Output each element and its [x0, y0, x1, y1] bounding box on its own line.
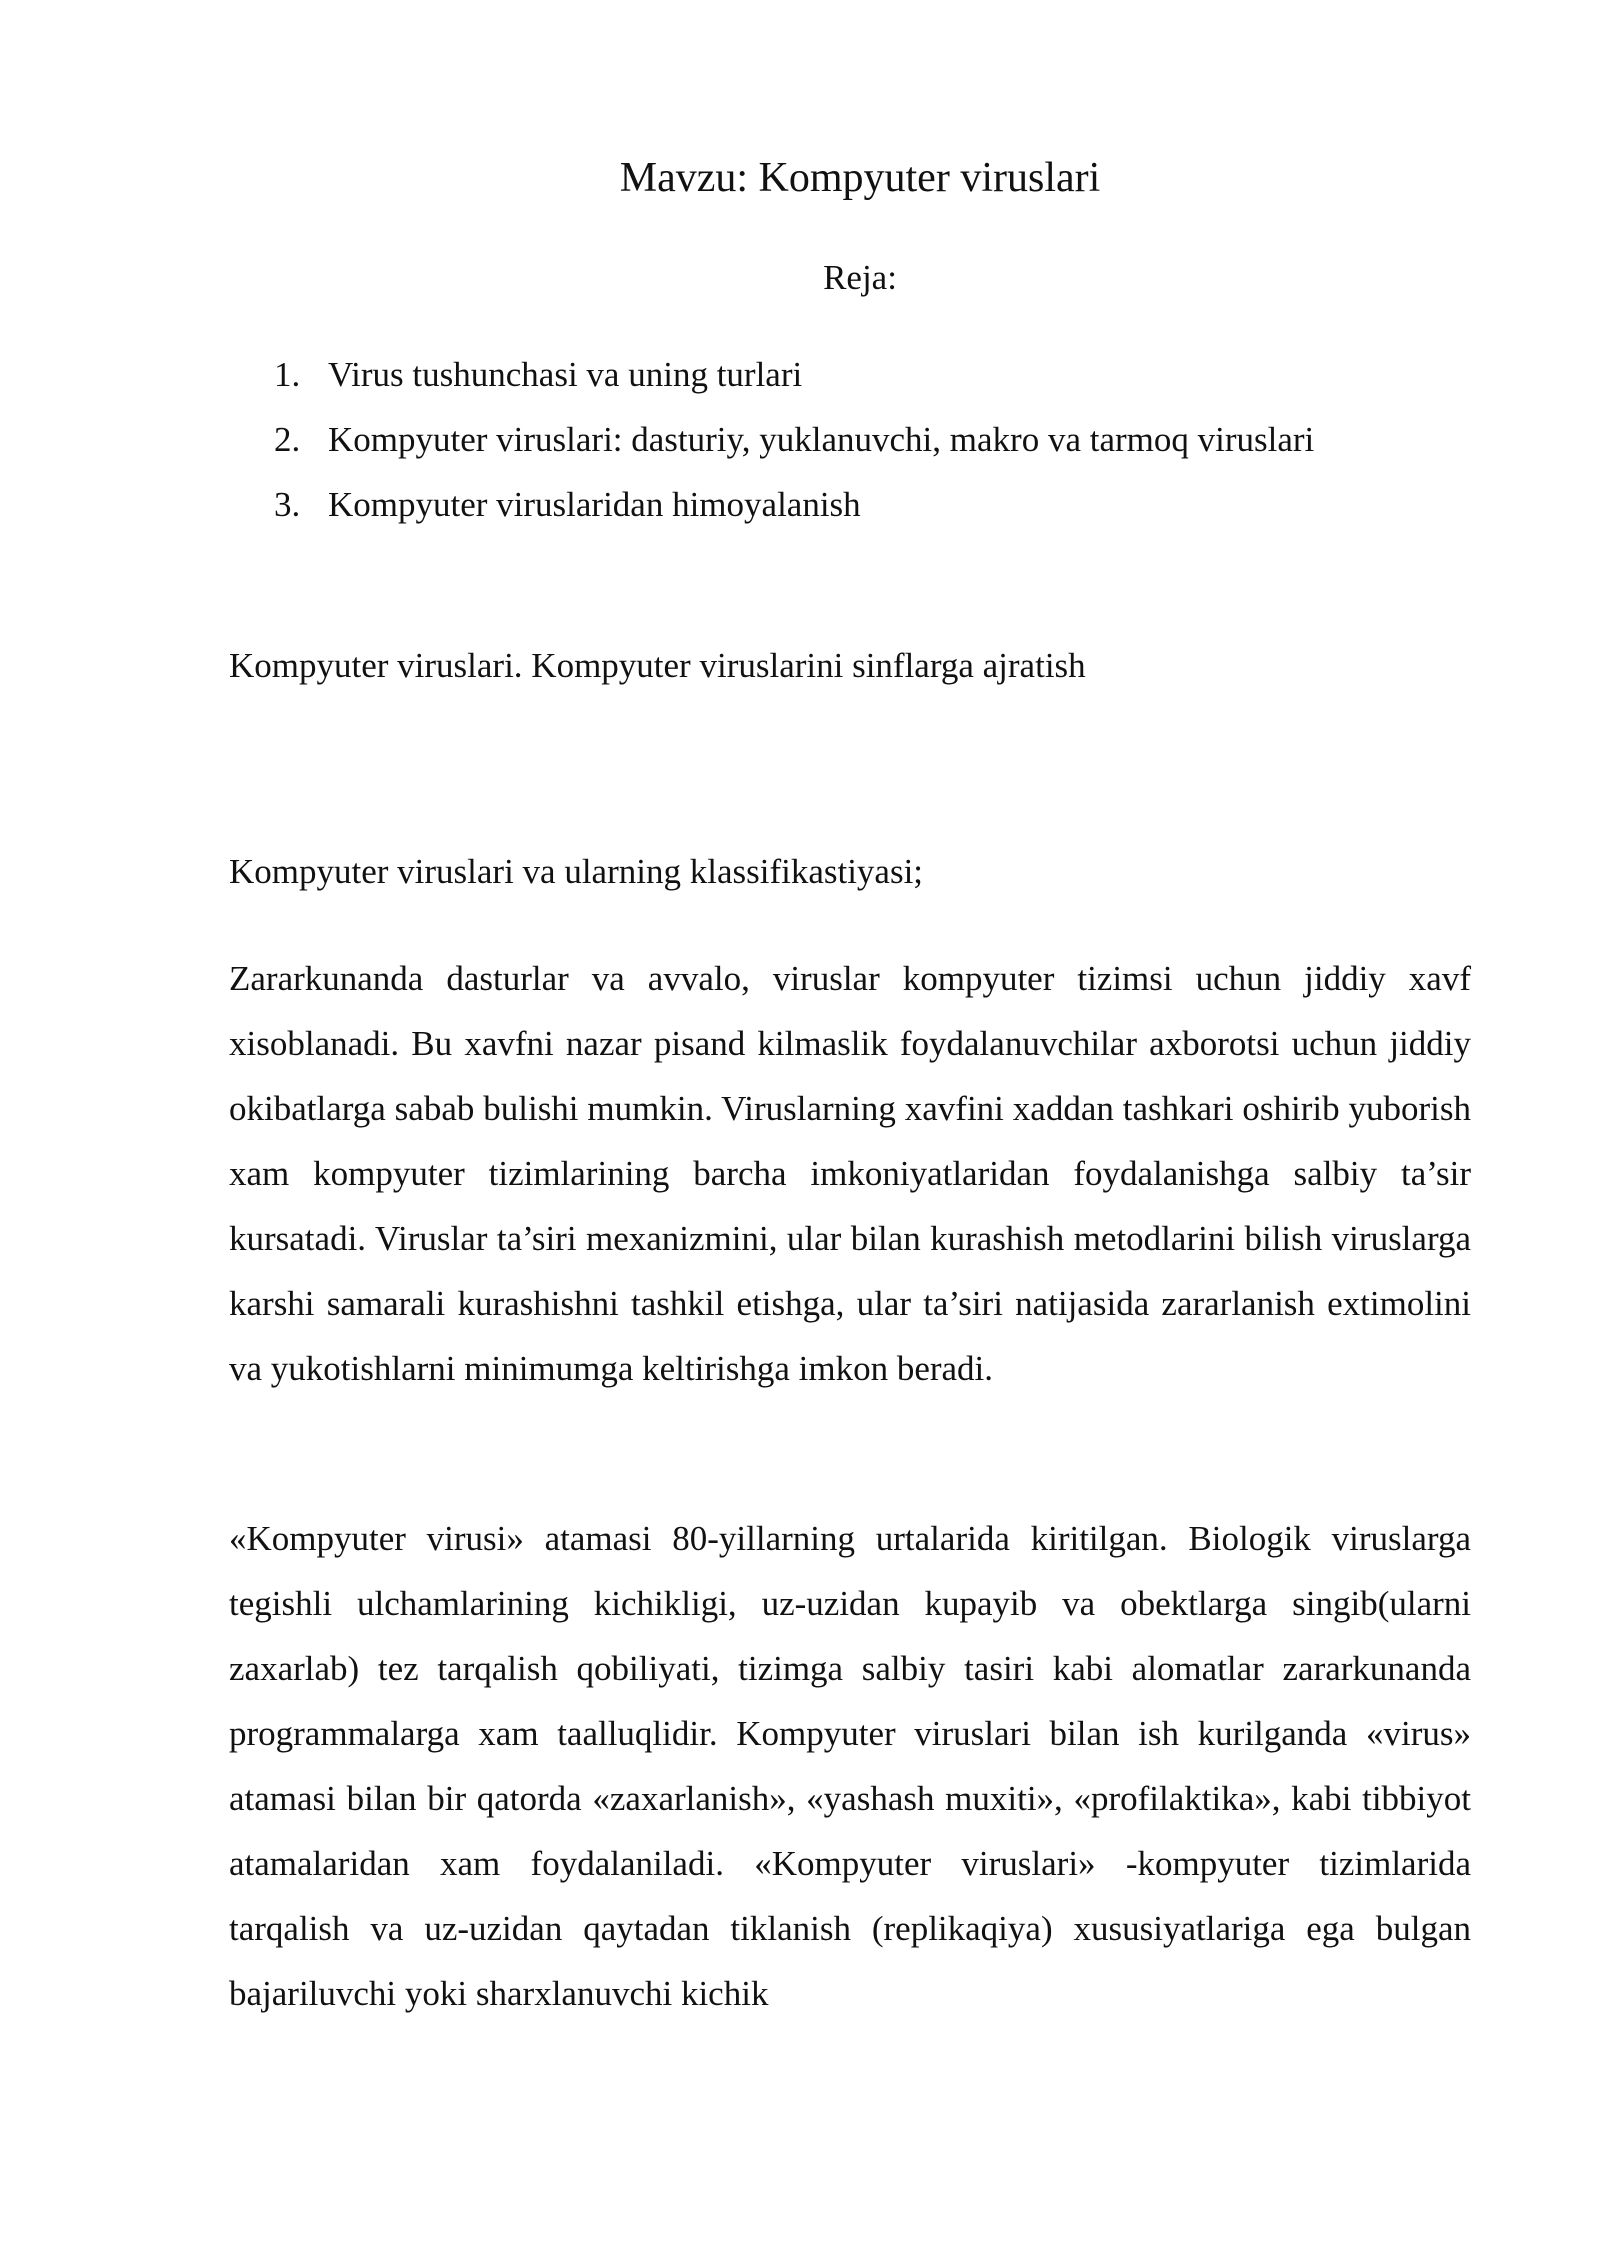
plan-item: [274, 407, 1314, 472]
section-heading: Kompyuter viruslari. Kompyuter viruslarini sinflarga ajratish: [229, 646, 1086, 685]
document-title: Mavzu: Kompyuter viruslari: [619, 155, 1101, 201]
plan-item-number: 2.: [274, 420, 301, 459]
plan-item-text: Kompyuter viruslaridan himoyalanish: [328, 485, 861, 524]
body-paragraph: Zararkunanda dasturlar va avvalo, viruslar kompyuter tizimsi uchun jiddiy xavf xisoblanadi. Bu xavfni nazar pisand kilmaslik foydalanuvchilar axborotsi uchun jiddiy okibatlarga sabab bulishi mumkin. Viruslarning xavfini xaddan tashkari oshirib yuborish xam kompyuter tizimlarining barcha imkoniyatlaridan foydalanishga salbiy ta’sir kursatadi. Viruslar ta’siri mexanizmini, ular bilan kurashish metodlarini bilish viruslarga karshi samarali kurashishni tashkil etishga, ular ta’siri natijasida zararlanish extimolini va yukotishlarni minimumga keltirishga imkon beradi.: [229, 959, 1471, 1388]
plan-label: Reja:: [823, 258, 897, 297]
body-paragraph: «Kompyuter virusi» atamasi 80-yillarning urtalarida kiritilgan. Biologik viruslarga tegishli ulchamlarining kichikligi, uz-uzidan kupayib va obektlarga singib(ularni zaxarlab) tez tarqalish qobiliyati, tizimga salbiy tasiri kabi alomatlar zararkunanda programmalarga xam taalluqlidir. Kompyuter viruslari bilan ish kurilganda «virus» atamasi bilan bir qatorda «zaxarlanish», «yashash muxiti», «profilaktika», kabi tibbiyot atamalaridan xam foydalaniladi. «Kompyuter viruslari» -kompyuter tizimlarida tarqalish va uz-uzidan qaytadan tiklanish (replikaqiya) xususiyatlariga ega bulgan bajariluvchi yoki sharxlanuvchi kichik: [229, 1519, 1471, 2013]
plan-item: [274, 342, 1314, 407]
plan-item-number: 1.: [274, 355, 301, 394]
plan-item-text: Virus tushunchasi va uning turlari: [328, 355, 803, 394]
plan-item: [274, 472, 1314, 537]
plan-list: [274, 342, 1314, 537]
plan-item-number: 3.: [274, 485, 301, 524]
plan-item-text: Kompyuter viruslari: dasturiy, yuklanuvchi, makro va tarmoq viruslari: [328, 420, 1315, 459]
subheading: Kompyuter viruslari va ularning klassifikastiyasi;: [229, 852, 924, 891]
